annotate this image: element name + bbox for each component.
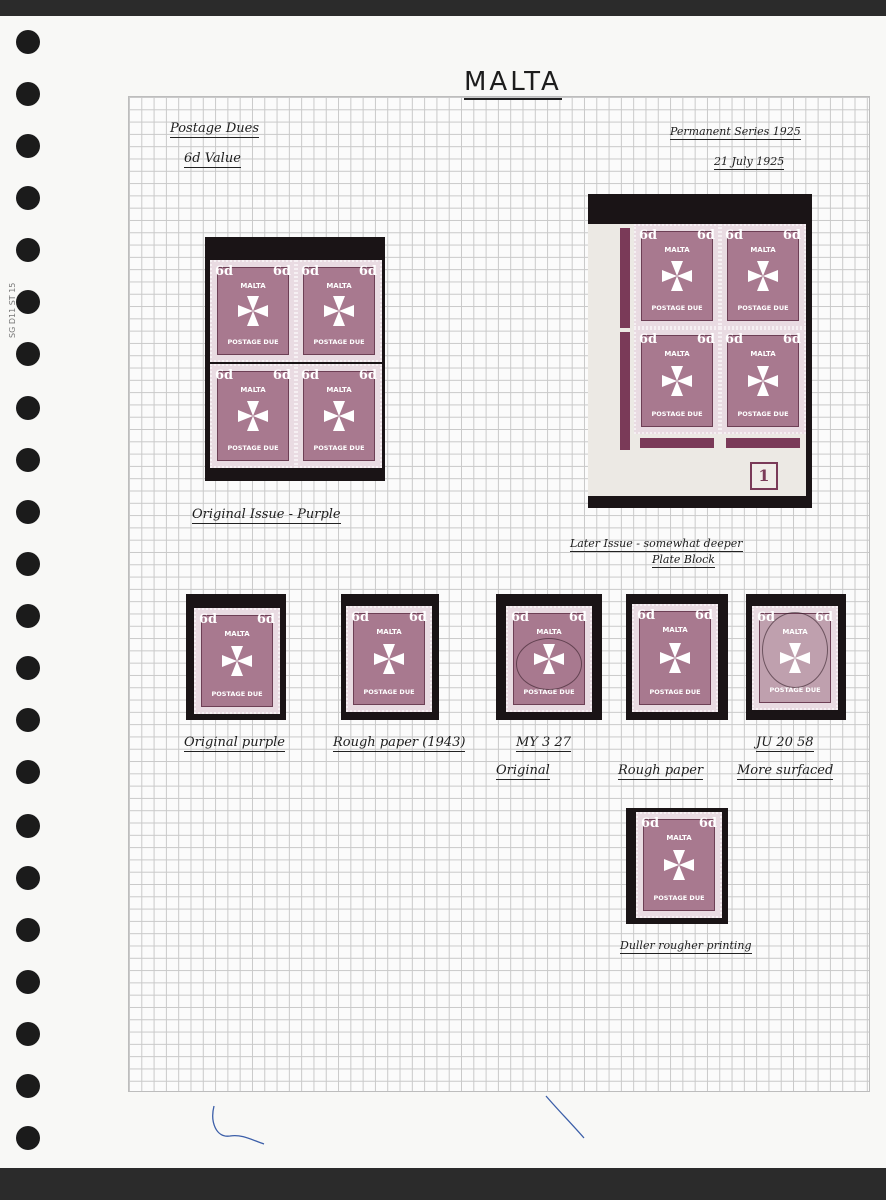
margin-bar bbox=[726, 438, 800, 448]
caption-single-1: Original purple bbox=[184, 736, 285, 752]
caption-single-5-line2: More surfaced bbox=[737, 764, 833, 780]
maltese-cross-icon bbox=[746, 364, 780, 398]
binder-hole bbox=[16, 238, 40, 262]
maltese-cross-icon bbox=[660, 259, 694, 293]
caption-block-right-line2: Plate Block bbox=[652, 554, 715, 568]
pen-mark bbox=[540, 1092, 600, 1144]
margin-bar bbox=[620, 228, 630, 328]
stamp: 6d 6d MALTA POSTAGE DUE bbox=[296, 364, 382, 468]
header-right-line1: Permanent Series 1925 bbox=[670, 126, 801, 140]
stamp: 6d 6d MALTA POSTAGE DUE bbox=[634, 224, 720, 328]
pen-mark bbox=[200, 1102, 280, 1154]
binder-hole bbox=[16, 396, 40, 420]
margin-bar bbox=[620, 332, 630, 450]
header-left-line1: Postage Dues bbox=[170, 122, 259, 138]
binder-hole bbox=[16, 82, 40, 106]
maltese-cross-icon bbox=[322, 399, 356, 433]
binder-hole bbox=[16, 866, 40, 890]
maltese-cross-icon bbox=[662, 848, 696, 882]
binder-hole bbox=[16, 760, 40, 784]
postmark bbox=[516, 638, 582, 690]
stamp: 6d 6d MALTA POSTAGE DUE bbox=[346, 606, 432, 712]
caption-single-5-line1: JU 20 58 bbox=[756, 736, 814, 752]
plate-number: 1 bbox=[750, 462, 778, 490]
caption-single-4: Rough paper bbox=[618, 764, 703, 780]
stamp: 6d 6d MALTA POSTAGE DUE bbox=[506, 606, 592, 712]
header-left-line2: 6d Value bbox=[184, 152, 241, 168]
binder-hole bbox=[16, 1074, 40, 1098]
binder-hole bbox=[16, 448, 40, 472]
binder-hole bbox=[16, 290, 40, 314]
binder-hole bbox=[16, 604, 40, 628]
stamp: 6d 6d MALTA POSTAGE DUE bbox=[210, 364, 296, 468]
binder-hole bbox=[16, 30, 40, 54]
binder-hole bbox=[16, 814, 40, 838]
binder-hole bbox=[16, 656, 40, 680]
margin-bar bbox=[640, 438, 714, 448]
caption-block-right-line1: Later Issue - somewhat deeper bbox=[570, 538, 743, 552]
binder-hole bbox=[16, 918, 40, 942]
binder-hole bbox=[16, 708, 40, 732]
margin-pencil-note: SG D11 ST 15 bbox=[8, 282, 17, 338]
stamp: 6d 6d MALTA POSTAGE DUE bbox=[720, 328, 806, 434]
stamp: 6d 6d MALTA POSTAGE DUE bbox=[752, 606, 838, 710]
binder-hole bbox=[16, 1022, 40, 1046]
binder-hole bbox=[16, 186, 40, 210]
binder-hole bbox=[16, 970, 40, 994]
caption-block-left: Original Issue - Purple bbox=[192, 508, 341, 524]
maltese-cross-icon bbox=[746, 259, 780, 293]
stamp: 6d 6d MALTA POSTAGE DUE bbox=[296, 260, 382, 362]
maltese-cross-icon bbox=[236, 399, 270, 433]
stamp: 6d 6d MALTA POSTAGE DUE bbox=[634, 328, 720, 434]
maltese-cross-icon bbox=[236, 294, 270, 328]
binder-hole bbox=[16, 134, 40, 158]
page-title: MALTA bbox=[464, 68, 562, 100]
stamp: 6d 6d MALTA POSTAGE DUE bbox=[194, 608, 280, 714]
caption-single-3-line1: MY 3 27 bbox=[516, 736, 571, 752]
maltese-cross-icon bbox=[322, 294, 356, 328]
stamp: 6d 6d MALTA POSTAGE DUE bbox=[720, 224, 806, 328]
postmark bbox=[762, 612, 828, 688]
maltese-cross-icon bbox=[658, 641, 692, 675]
stamp: 6d 6d MALTA POSTAGE DUE bbox=[632, 604, 718, 712]
album-page bbox=[0, 16, 886, 1168]
binder-hole bbox=[16, 1126, 40, 1150]
caption-single-2: Rough paper (1943) bbox=[333, 736, 465, 752]
binder-hole bbox=[16, 552, 40, 576]
maltese-cross-icon bbox=[660, 364, 694, 398]
stamp: 6d 6d MALTA POSTAGE DUE bbox=[210, 260, 296, 362]
binder-hole bbox=[16, 500, 40, 524]
maltese-cross-icon bbox=[220, 644, 254, 678]
maltese-cross-icon bbox=[372, 642, 406, 676]
caption-single-3-line2: Original bbox=[496, 764, 550, 780]
stamp: 6d 6d MALTA POSTAGE DUE bbox=[636, 812, 722, 918]
caption-single-6: Duller rougher printing bbox=[620, 940, 752, 954]
header-right-line2: 21 July 1925 bbox=[714, 156, 784, 170]
binder-hole bbox=[16, 342, 40, 366]
